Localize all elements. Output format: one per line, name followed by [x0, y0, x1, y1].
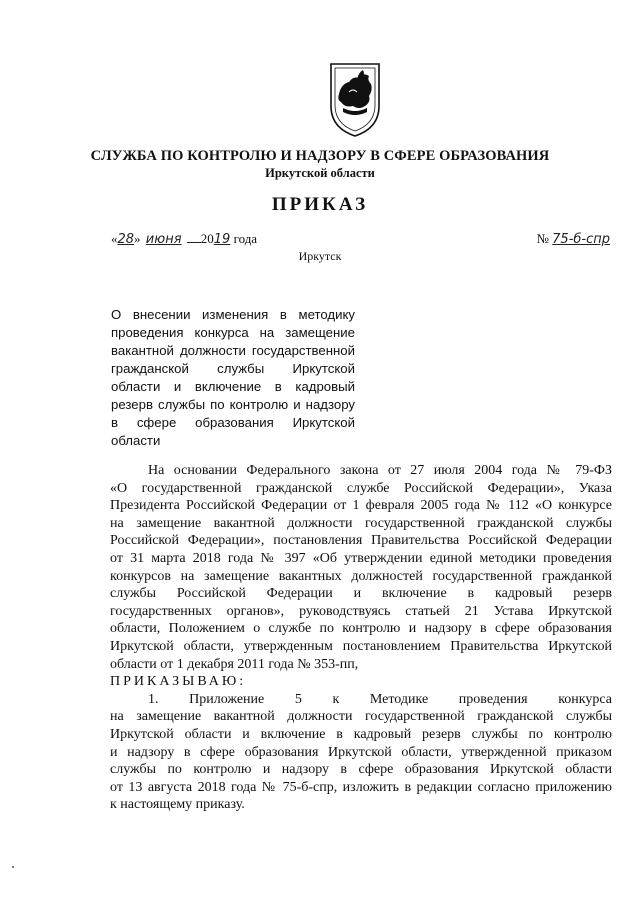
body-line: службы Российской Федерации и включение в кадровый резерв — [110, 586, 612, 602]
organization-region: Иркутской области — [265, 166, 375, 180]
body-line: от 31 марта 2018 года № 397 «Об утверждении единой методики проведения — [110, 550, 612, 566]
scan-dot — [12, 866, 14, 868]
body-line: от 13 августа 2018 года № 75-б-спр, изложить в редакции согласно приложению — [110, 779, 612, 795]
body-line: и надзору в сфере образования Иркутской области, утвержденной приказом — [110, 744, 612, 760]
body-line: Иркутской области, утвержденным постановлением Правительства Иркутской — [110, 638, 612, 654]
subject-line: проведения конкурса на замещение — [111, 325, 355, 340]
body-line: Российской Федерации», постановления Правительства Российской Федерации — [110, 533, 612, 549]
date-underline — [187, 232, 201, 243]
body-line: на замещение вакантной должности государственной гражданской службы — [110, 709, 612, 725]
subject-line: области и включение в кадровый — [111, 379, 355, 394]
organization-title: СЛУЖБА ПО КОНТРОЛЮ И НАДЗОРУ В СФЕРЕ ОБРАЗОВАНИЯ — [90, 148, 550, 164]
body-line: государственных органов», руководствуясь статьей 21 Устава Иркутской — [110, 603, 612, 619]
date-year-prefix: 20 — [200, 231, 214, 246]
document-date — [111, 231, 257, 247]
document-city: Иркутск — [298, 249, 342, 263]
subject-line: гражданской службы Иркутской — [111, 361, 355, 376]
subject-line: вакантной должности государственной — [111, 343, 355, 358]
subject-line: в сфере образования Иркутской — [111, 415, 355, 430]
body-line: службы по контролю и надзору в сфере образования Иркутской области — [110, 762, 612, 778]
number-prefix: № — [536, 231, 549, 246]
number-value: 75-б-спр — [552, 232, 610, 247]
subject-line: О внесении изменения в методику — [111, 307, 355, 322]
date-year-suffix: 19 — [213, 232, 231, 247]
body-line: На основании Федерального закона от 27 июля 2004 года № 79-ФЗ — [148, 463, 612, 478]
document-number — [537, 231, 611, 247]
body-line: Президента Российской Федерации от 1 февраля 2005 года № 112 «О конкурсе — [110, 498, 612, 514]
document-body — [110, 462, 612, 814]
date-day: 28 — [117, 232, 135, 247]
document-subject — [111, 306, 355, 450]
subject-line: резерв службы по контролю и надзору — [111, 397, 355, 412]
order-word: ПРИКАЗЫВАЮ: — [110, 674, 247, 690]
date-month: июня — [145, 232, 182, 247]
body-line: Иркутской области и включение в кадровый резерв службы по контролю — [110, 726, 612, 742]
coat-of-arms-icon — [327, 58, 383, 138]
body-line: области от 1 декабря 2011 года № 353-пп, — [110, 656, 359, 672]
subject-line: области — [111, 433, 161, 448]
body-line: на замещение вакантной должности государственной гражданской службы — [110, 515, 612, 531]
body-line: «О государственной гражданской службе Российской Федерации», Указа — [110, 480, 612, 496]
body-line: конкурсов на замещение вакантных должностей государственной гражданкой — [110, 568, 612, 584]
body-line: области, Положением о службе по контролю и надзору в сфере образования — [110, 621, 612, 637]
document-type: ПРИКАЗ — [271, 194, 369, 215]
date-open-quote: « — [111, 231, 118, 246]
body-line: 1. Приложение 5 к Методике проведения конкурса — [148, 691, 612, 707]
body-line: к настоящему приказу. — [110, 797, 245, 813]
date-close-quote: » — [134, 231, 141, 246]
date-word: года — [233, 231, 258, 246]
